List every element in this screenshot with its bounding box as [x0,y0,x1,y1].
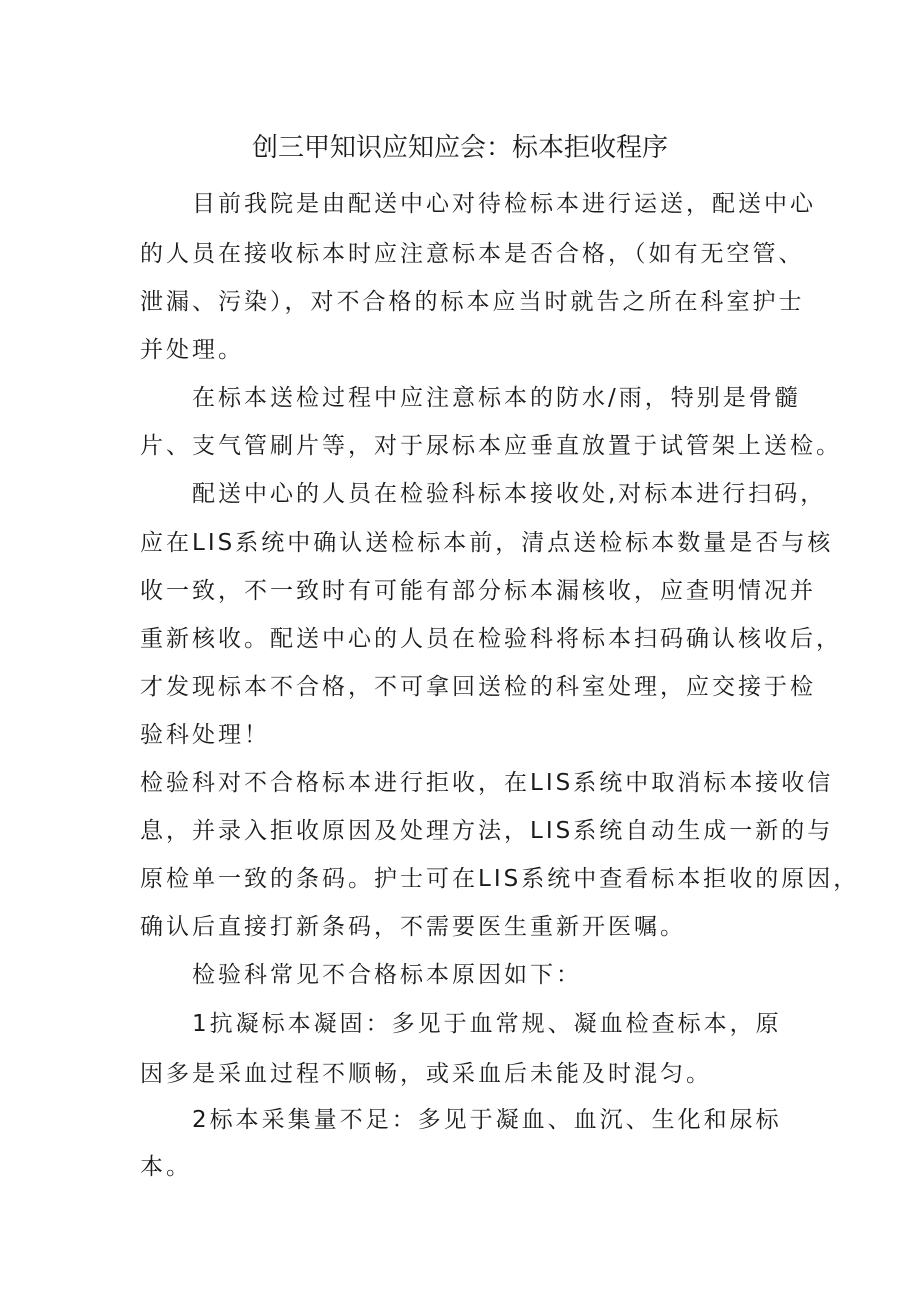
paragraph-line: 收一致，不一致时有可能有部分标本漏核收，应查明情况并 [140,578,816,604]
paragraph-line: 片、支气管刷片等，对于尿标本应垂直放置于试管架上送检。 [140,433,842,459]
paragraph-line: 泄漏、污染），对不合格的标本应当时就告之所在科室护士 [140,289,805,315]
paragraph-line: 原检单一致的条码。护士可在LIS系统中查看标本拒收的原因， [140,866,860,892]
paragraph-line: 的人员在接收标本时应注意标本是否合格，（如有无空管、 [140,241,805,267]
paragraph-line: 在标本送检过程中应注意标本的防水/雨，特别是骨髓 [192,385,801,411]
paragraph-line: 配送中心的人员在检验科标本接收处,对标本进行扫码， [192,481,827,507]
paragraph-line: 应在LIS系统中确认送检标本前，清点送检标本数量是否与核 [140,530,834,556]
paragraph-line: 才发现标本不合格，不可拿回送检的科室处理，应交接于检 [140,674,816,700]
paragraph-line: 1抗凝标本凝固：多见于血常规、凝血检查标本，原 [192,1011,782,1037]
paragraph-line: 验科处理！ [140,722,270,748]
document-title: 创三甲知识应知应会：标本拒收程序 [251,133,668,163]
paragraph-line: 检验科对不合格标本进行拒收，在LIS系统中取消标本接收信 [140,770,834,796]
paragraph-line: 确认后直接打新条码，不需要医生重新开医嘱。 [140,914,686,940]
paragraph-line: 并处理。 [140,337,244,363]
paragraph-line: 息，并录入拒收原因及处理方法，LIS系统自动生成一新的与 [140,818,834,844]
paragraph-line: 重新核收。配送中心的人员在检验科将标本扫码确认核收后， [140,626,842,652]
paragraph-line: 因多是采血过程不顺畅，或采血后未能及时混匀。 [140,1061,712,1087]
paragraph-line: 2标本采集量不足：多见于凝血、血沉、生化和尿标 [192,1107,782,1133]
paragraph-line: 本。 [140,1154,192,1180]
paragraph-line: 检验科常见不合格标本原因如下： [192,962,582,988]
paragraph-line: 目前我院是由配送中心对待检标本进行运送，配送中心 [192,191,816,217]
